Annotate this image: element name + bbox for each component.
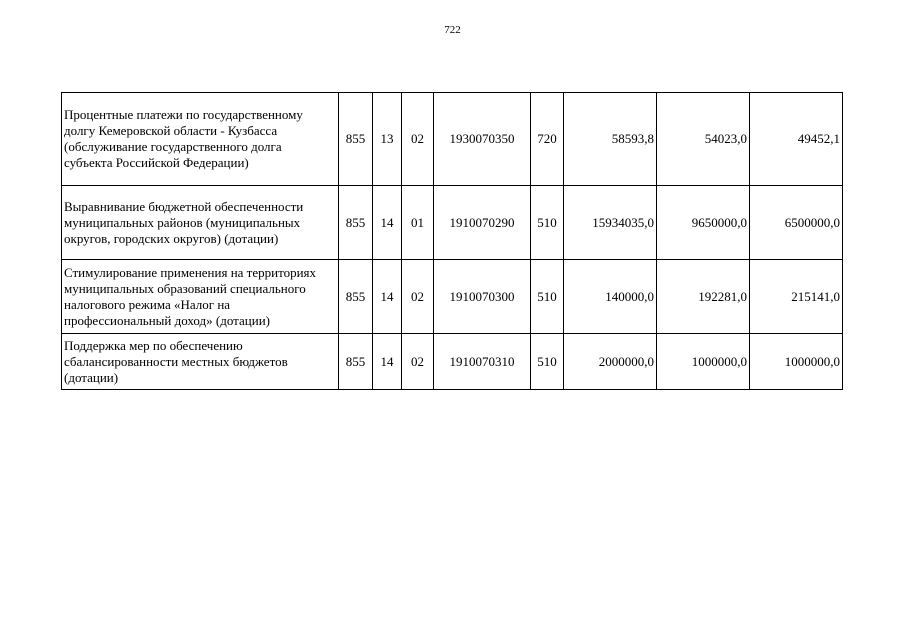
- expense-name-cell: [62, 93, 339, 186]
- expense-name-line: муниципальных образований специального: [64, 280, 306, 296]
- expense-type-cell: 510: [531, 260, 564, 334]
- expense-name-line: Процентные платежи по государственному: [64, 107, 303, 122]
- amount-3-cell: 6500000,0: [750, 186, 843, 260]
- expense-name-cell: [62, 186, 339, 260]
- expense-name-line: Выравнивание бюджетной обеспеченности: [64, 198, 304, 214]
- amount-2-cell: 192281,0: [657, 260, 750, 334]
- section-code-cell: 14: [373, 334, 402, 390]
- amount-1-cell: 15934035,0: [564, 186, 657, 260]
- table-row: [62, 93, 843, 186]
- expense-name-line: муниципальных районов (муниципальных: [64, 214, 301, 230]
- table-row: [62, 186, 843, 260]
- table-row: [62, 334, 843, 390]
- ministry-code-cell: 855: [339, 334, 373, 390]
- table-row: [62, 260, 843, 334]
- expense-type-cell: 510: [531, 186, 564, 260]
- expense-name-cell: [62, 334, 339, 390]
- subsection-code-cell: 02: [402, 260, 434, 334]
- ministry-code-cell: 855: [339, 260, 373, 334]
- expense-name-line: округов, городских округов) (дотации): [64, 230, 279, 246]
- amount-1-cell: 140000,0: [564, 260, 657, 334]
- amount-2-cell: 1000000,0: [657, 334, 750, 390]
- expense-name-line: (обслуживание государственного долга: [64, 139, 282, 154]
- amount-3-cell: 1000000,0: [750, 334, 843, 390]
- budget-table: [61, 92, 843, 390]
- ministry-code-cell: 855: [339, 186, 373, 260]
- expense-name-line: профессиональный доход» (дотации): [64, 312, 270, 328]
- subsection-code-cell: 01: [402, 186, 434, 260]
- section-code-cell: 13: [373, 93, 402, 186]
- expense-name-line: сбалансированности местных бюджетов: [64, 353, 288, 369]
- expense-name-cell: [62, 260, 339, 334]
- target-article-cell: 1910070310: [434, 334, 531, 390]
- expense-name-line: субъекта Российской Федерации): [64, 155, 249, 170]
- amount-2-cell: 9650000,0: [657, 186, 750, 260]
- section-code-cell: 14: [373, 186, 402, 260]
- amount-1-cell: 2000000,0: [564, 334, 657, 390]
- subsection-code-cell: 02: [402, 93, 434, 186]
- target-article-cell: 1910070290: [434, 186, 531, 260]
- section-code-cell: 14: [373, 260, 402, 334]
- amount-3-cell: 215141,0: [750, 260, 843, 334]
- amount-2-cell: 54023,0: [657, 93, 750, 186]
- target-article-cell: 1910070300: [434, 260, 531, 334]
- page-number: 722: [444, 24, 461, 36]
- target-article-cell: 1930070350: [434, 93, 531, 186]
- expense-name-line: налогового режима «Налог на: [64, 296, 231, 312]
- amount-1-cell: 58593,8: [564, 93, 657, 186]
- ministry-code-cell: 855: [339, 93, 373, 186]
- expense-name-line: (дотации): [64, 369, 119, 385]
- expense-name-line: Поддержка мер по обеспечению: [64, 337, 243, 353]
- expense-name-line: долгу Кемеровской области - Кузбасса: [64, 123, 278, 138]
- amount-3-cell: 49452,1: [750, 93, 843, 186]
- expense-name-line: Стимулирование применения на территориях: [64, 264, 317, 280]
- expense-type-cell: 510: [531, 334, 564, 390]
- expense-type-cell: 720: [531, 93, 564, 186]
- subsection-code-cell: 02: [402, 334, 434, 390]
